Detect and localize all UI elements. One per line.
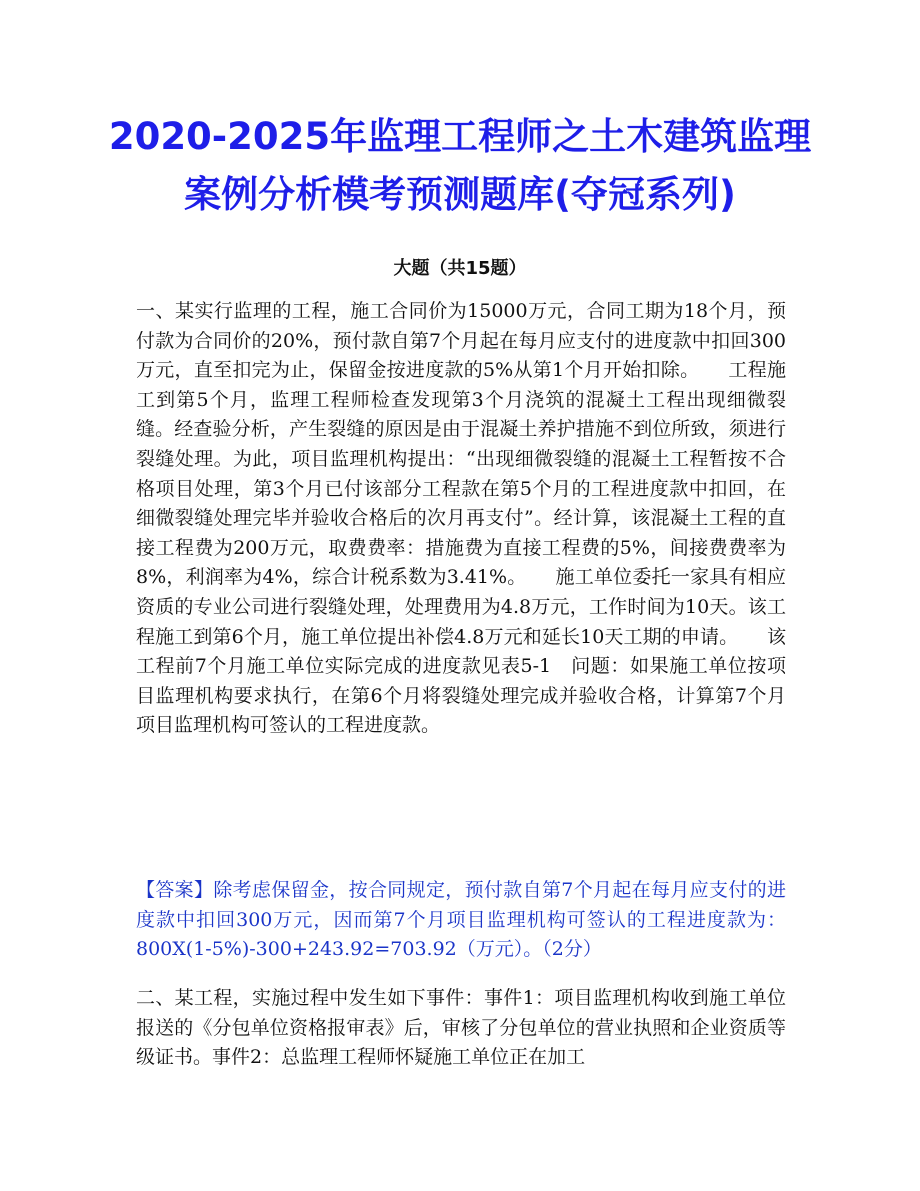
question-1: 一、某实行监理的工程，施工合同价为15000万元，合同工期为18个月，预付款为合同价的20%，预付款自第7个月起在每月应支付的进度款中扣回300万元，直至扣完为止，保留金按进度款的5%从第1个月开始扣除。 工程施工到第5个月，监理工程师检查发现第3个月浇筑的混凝土工程出现细微裂缝。经查验分析，产生裂缝的原因是由于混凝土养护措施不到位所致，须进行裂缝处理。为此，项目监理机构提出：“出现细微裂缝的混凝土工程暂按不合格项目处理，第3个月已付该部分工程款在第5个月的工程进度款中扣回，在细微裂缝处理完毕并验收合格后的次月再支付”。经计算，该混凝土工程的直接工程费为200万元，取费费率：措施费为直接工程费的5%，间接费费率为8%，利润率为4%，综合计税系数为3.41%。 施工单位委托一家具有相应资质的专业公司进行裂缝处理，处理费用为4.8万元，工作时间为10天。该工程施工到第6个月，施工单位提出补偿4.8万元和延长10天工期的申请。 该工程前7个月施工单位实际完成的进度款见表5-1 问题：如果施工单位按项目监理机构要求执行，在第6个月将裂缝处理完成并验收合格，计算第7个月项目监理机构可签认的工程进度款。 [136, 300, 786, 737]
section-heading: 大题（共15题） [393, 258, 527, 279]
answer-text: 除考虑保留金，按合同规定，预付款自第7个月起在每月应支付的进度款中扣回300万元，因而第7个月项目监理机构可签认的工程进度款为：800X(1-5%)-300+243.92=703.92（万元）。（2分） [136, 879, 786, 961]
title-line-1: 2020-2025年监理工程师之土木建筑监理 [108, 115, 812, 158]
document-title [90, 108, 830, 224]
question-2: 二、某工程，实施过程中发生如下事件：事件1：项目监理机构收到施工单位报送的《分包单位资格报审表》后，审核了分包单位的营业执照和企业资质等级证书。事件2：总监理工程师怀疑施工单位正在加工 [136, 987, 786, 1069]
title-line-2: 案例分析模考预测题库(夺冠系列) [184, 173, 736, 216]
answer-label: 【答案】 [136, 879, 214, 901]
answer-1 [136, 876, 786, 965]
